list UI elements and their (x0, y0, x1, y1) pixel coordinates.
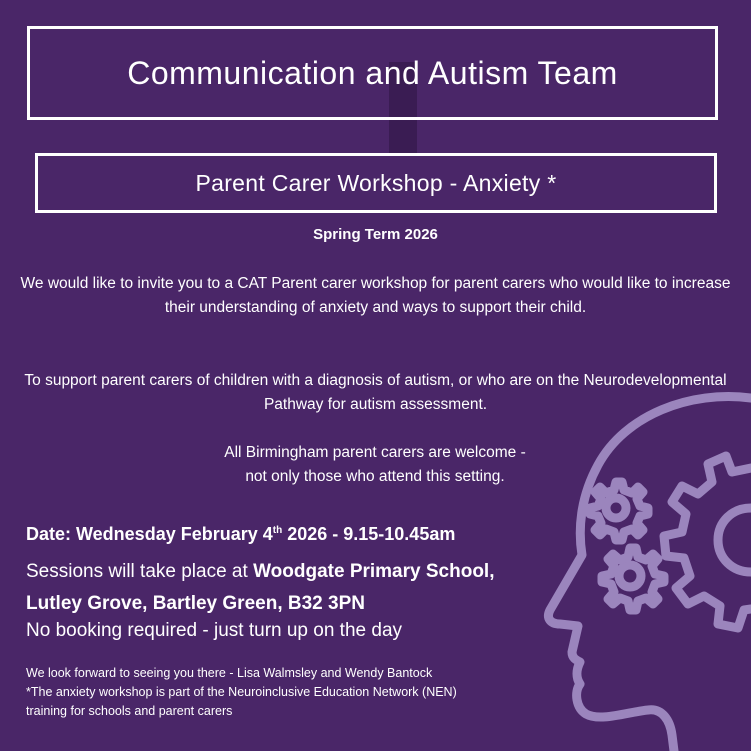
welcome-line-2: not only those who attend this setting. (245, 468, 505, 485)
welcome-line-1: All Birmingham parent carers are welcome - (224, 444, 526, 461)
booking-note: No booking required - just turn up on the day (26, 620, 403, 641)
date-time: 2026 - 9.15-10.45am (282, 524, 456, 544)
event-date (26, 524, 455, 545)
term-label: Spring Term 2026 (313, 226, 438, 243)
support-paragraph: To support parent carers of children with a diagnosis of autism, or who are on the Neurodevelopmental Pathway for autism assessment. (24, 372, 727, 413)
date-ordinal: th (272, 525, 283, 536)
footer-line-3: training for schools and parent carers (26, 704, 233, 718)
subtitle-box (35, 153, 717, 213)
invite-paragraph: We would like to invite you to a CAT Parent carer workshop for parent carers who would like to increase their understanding of anxiety and ways to support their child. (20, 275, 731, 316)
venue-name: Woodgate Primary School, (253, 561, 495, 582)
workshop-title: Parent Carer Workshop - Anxiety * (195, 169, 557, 196)
title-box (27, 26, 718, 120)
page-title: Communication and Autism Team (127, 54, 618, 91)
venue-address: Lutley Grove, Bartley Green, B32 3PN (26, 593, 365, 614)
date-text: Date: Wednesday February 4 (26, 524, 273, 544)
venue-intro: Sessions will take place at (26, 561, 254, 582)
footer-line-2: *The anxiety workshop is part of the Neuroinclusive Education Network (NEN) (26, 685, 457, 699)
footer-line-1: We look forward to seeing you there - Lisa Walmsley and Wendy Bantock (26, 666, 433, 680)
event-venue (26, 556, 586, 620)
footer-notes (26, 664, 526, 721)
